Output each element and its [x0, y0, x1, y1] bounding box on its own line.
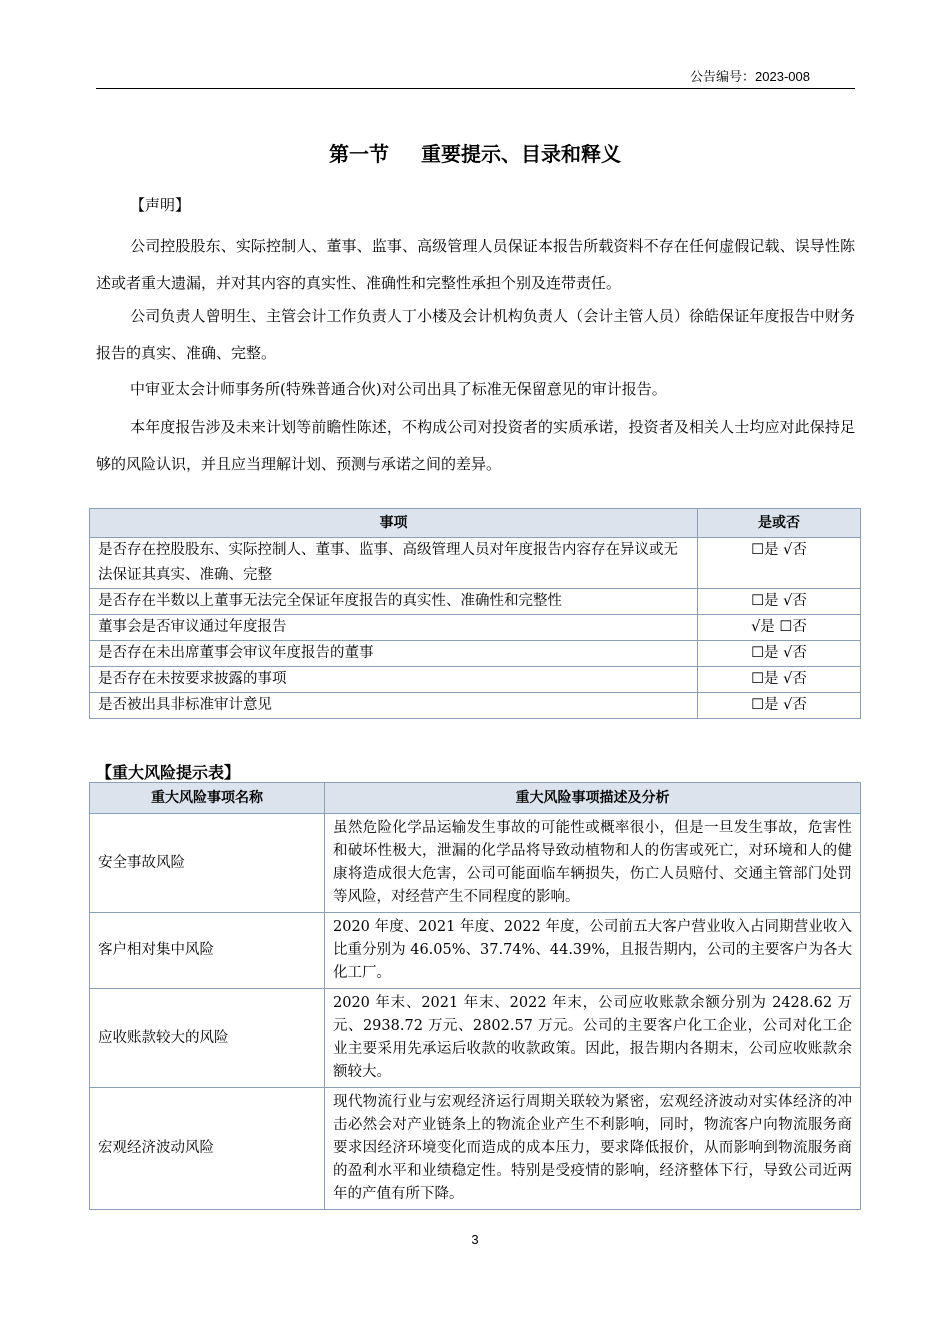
- risk-description: 2020 年度、2021 年度、2022 年度，公司前五大客户营业收入占同期营业收入比重分别为 46.05%、37.74%、44.39%，且报告期内，公司的主要客户为各大化工厂。: [325, 913, 861, 989]
- table-row: [90, 989, 861, 1088]
- risk-description: 现代物流行业与宏观经济运行周期关联较为紧密，宏观经济波动对实体经济的冲击必然会对产业链条上的物流企业产生不利影响，同时，物流客户向物流服务商要求因经济环境变化而造成的成本压力，要求降低报价，从而影响到物流服务商的盈利水平和业绩稳定性。特别是受疫情的影响，经济整体下行，导致公司近两年的产值有所下降。: [325, 1088, 861, 1210]
- section-heading: 重要提示、目录和释义: [421, 142, 621, 166]
- risk-name: 应收账款较大的风险: [90, 989, 325, 1088]
- table-row: [90, 814, 861, 913]
- column-header-risk-name: 重大风险事项名称: [90, 783, 325, 814]
- table-header-row: [90, 783, 861, 814]
- risk-name: 安全事故风险: [90, 814, 325, 913]
- matter-item: 是否存在未按要求披露的事项: [90, 667, 698, 693]
- table-row: [90, 1088, 861, 1210]
- announcement-code: 公告编号：2023-008: [690, 69, 810, 84]
- table-row: [90, 615, 861, 641]
- section-title: [0, 138, 950, 167]
- table-row: [90, 589, 861, 615]
- risk-description: 2020 年末、2021 年末、2022 年末，公司应收账款余额分别为 2428.62 万元、2938.72 万元、2802.57 万元。公司的主要客户化工企业，公司对化工企业主要采用先承运后收款的收款政策。因此，报告期内各期末，公司应收账款余额较大。: [325, 989, 861, 1088]
- table-row: [90, 913, 861, 989]
- section-number: 第一节: [329, 142, 389, 166]
- risk-description: 虽然危险化学品运输发生事故的可能性或概率很小，但是一旦发生事故，危害性和破坏性极大，泄漏的化学品将导致动植物和人的伤害或死亡，对环境和人的健康将造成很大危害，公司可能面临车辆损失，伤亡人员赔付、交通主管部门处罚等风险，对经营产生不同程度的影响。: [325, 814, 861, 913]
- declaration-paragraph: 中审亚太会计师事务所(特殊普通合伙)对公司出具了标准无保留意见的审计报告。: [130, 380, 667, 398]
- matter-item: 是否存在半数以上董事无法完全保证年度报告的真实性、准确性和完整性: [90, 589, 698, 615]
- column-header-item: 事项: [90, 509, 698, 538]
- page-number: 3: [471, 1232, 479, 1247]
- matter-item: 是否存在控股股东、实际控制人、董事、监事、高级管理人员对年度报告内容存在异议或无法保证其真实、准确、完整: [90, 538, 698, 589]
- header-divider: [96, 88, 855, 89]
- declaration-label: 【声明】: [130, 196, 191, 214]
- risk-table-heading: 【重大风险提示表】: [96, 763, 241, 782]
- table-row: [90, 641, 861, 667]
- matter-item: 是否被出具非标准审计意见: [90, 693, 698, 719]
- table-row: [90, 693, 861, 719]
- matters-table: [89, 508, 861, 719]
- declaration-paragraph: 公司控股股东、实际控制人、董事、监事、高级管理人员保证本报告所载资料不存在任何虚假记载、误导性陈述或者重大遗漏，并对其内容的真实性、准确性和完整性承担个别及连带责任。: [96, 237, 855, 292]
- matter-answer: √是 ☐否: [698, 615, 861, 641]
- matter-answer: ☐是 √否: [698, 589, 861, 615]
- column-header-answer: 是或否: [698, 509, 861, 538]
- declaration-paragraph: 本年度报告涉及未来计划等前瞻性陈述，不构成公司对投资者的实质承诺，投资者及相关人士均应对此保持足够的风险认识，并且应当理解计划、预测与承诺之间的差异。: [96, 418, 855, 473]
- matter-item: 董事会是否审议通过年度报告: [90, 615, 698, 641]
- matter-answer: ☐是 √否: [698, 667, 861, 693]
- matter-item: 是否存在未出席董事会审议年度报告的董事: [90, 641, 698, 667]
- declaration-paragraph: 公司负责人曾明生、主管会计工作负责人丁小楼及会计机构负责人（会计主管人员）徐皓保证年度报告中财务报告的真实、准确、完整。: [96, 307, 855, 362]
- risk-name: 客户相对集中风险: [90, 913, 325, 989]
- table-header-row: [90, 509, 861, 538]
- matter-answer: ☐是 √否: [698, 538, 861, 589]
- table-row: [90, 667, 861, 693]
- risk-table: [89, 782, 861, 1210]
- column-header-risk-desc: 重大风险事项描述及分析: [325, 783, 861, 814]
- risk-name: 宏观经济波动风险: [90, 1088, 325, 1210]
- table-row: [90, 538, 861, 589]
- matter-answer: ☐是 √否: [698, 693, 861, 719]
- matter-answer: ☐是 √否: [698, 641, 861, 667]
